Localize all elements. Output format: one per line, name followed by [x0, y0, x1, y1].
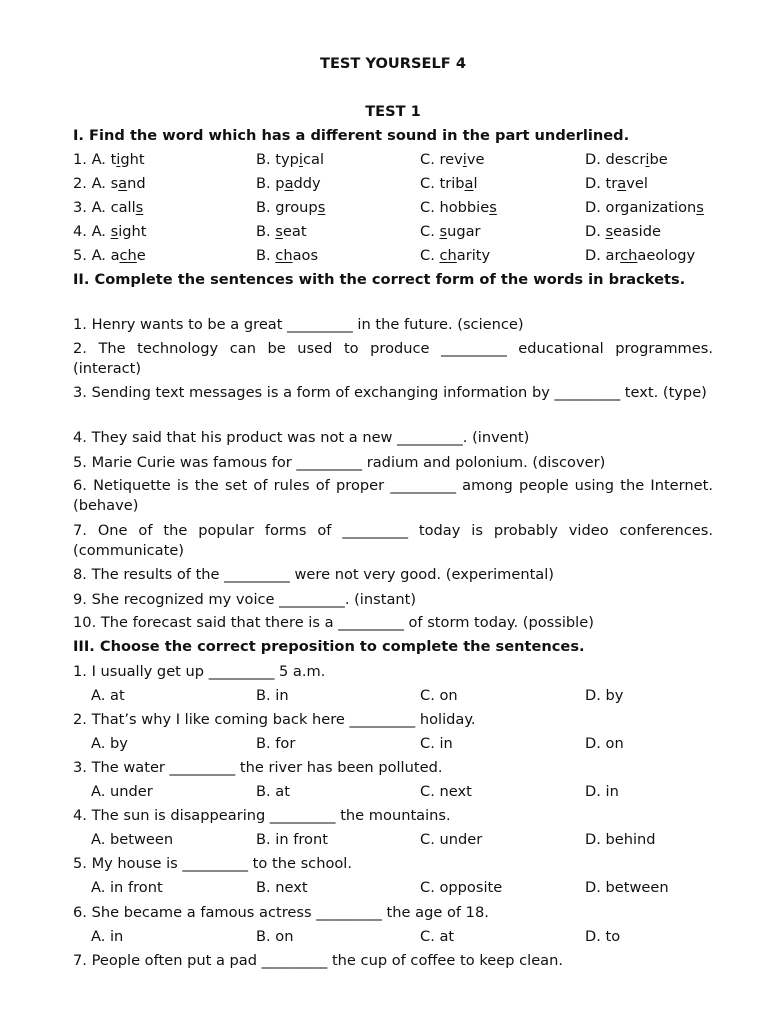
option-a: A. by — [91, 735, 128, 752]
option-b: B. at — [256, 783, 290, 800]
option: C. hobbies — [420, 199, 497, 216]
question-stem: 4. The sun is disappearing _________ the mountains. — [73, 807, 451, 824]
option-a: A. under — [91, 783, 153, 800]
option: 1. A. tight — [73, 151, 145, 168]
option: 2. A. sand — [73, 175, 146, 192]
sentence-item: 9. She recognized my voice _________. (instant) — [73, 591, 417, 608]
option: C. tribal — [420, 175, 478, 192]
sentence-item: 3. Sending text messages is a form of exchanging information by _________ text. (type) — [73, 384, 707, 401]
option-c: C. at — [420, 928, 455, 945]
option-d: D. to — [585, 928, 621, 945]
section-3-heading: III. Choose the correct preposition to complete the sentences. — [73, 638, 585, 655]
sentence-item: 7. One of the popular forms of _________ today is probably video conferences. (communicate) — [73, 522, 713, 559]
option: D. travel — [585, 175, 648, 192]
option: 5. A. ache — [73, 247, 146, 264]
option-b: B. in front — [256, 831, 328, 848]
option-c: C. under — [420, 831, 483, 848]
option: D. seaside — [585, 223, 661, 240]
sentence-item: 1. Henry wants to be a great _________ in the future. (science) — [73, 316, 524, 333]
option: D. archaeology — [585, 247, 696, 264]
option: D. describe — [585, 151, 668, 168]
option-c: C. in — [420, 735, 453, 752]
option-d: D. by — [585, 687, 624, 704]
option: B. chaos — [256, 247, 319, 264]
option-d: D. in — [585, 783, 619, 800]
option-a: A. in front — [91, 879, 163, 896]
option: D. organizations — [585, 199, 704, 216]
option-a: A. between — [91, 831, 174, 848]
question-stem: 2. That’s why I like coming back here _________ holiday. — [73, 711, 476, 728]
sentence-item: 5. Marie Curie was famous for _________ radium and polonium. (discover) — [73, 454, 606, 471]
question-stem: 7. People often put a pad _________ the cup of coffee to keep clean. — [73, 952, 564, 969]
option-b: B. for — [256, 735, 296, 752]
section-2-heading: II. Complete the sentences with the correct form of the words in brackets. — [73, 271, 686, 288]
option-b: B. in — [256, 687, 289, 704]
question-stem: 3. The water _________ the river has been polluted. — [73, 759, 443, 776]
option: B. seat — [256, 223, 307, 240]
option: C. sugar — [420, 223, 481, 240]
question-stem: 1. I usually get up _________ 5 a.m. — [73, 663, 326, 680]
option: B. paddy — [256, 175, 321, 192]
sentence-item: 6. Netiquette is the set of rules of proper _________ among people using the Internet. (behave) — [73, 477, 713, 514]
section-1-heading: I. Find the word which has a different sound in the part underlined. — [73, 127, 630, 144]
sentence-item: 2. The technology can be used to produce _________ educational programmes. (interact) — [73, 340, 713, 377]
option: 3. A. calls — [73, 199, 144, 216]
option-c: C. opposite — [420, 879, 503, 896]
option-d: D. behind — [585, 831, 656, 848]
sentence-item: 8. The results of the _________ were not very good. (experimental) — [73, 566, 554, 583]
option-d: D. between — [585, 879, 669, 896]
worksheet-title: TEST YOURSELF 4 — [320, 55, 466, 72]
sentence-item: 4. They said that his product was not a new _________. (invent) — [73, 429, 530, 446]
option: C. revive — [420, 151, 485, 168]
question-stem: 6. She became a famous actress _________ the age of 18. — [73, 904, 489, 921]
option-c: C. next — [420, 783, 472, 800]
option-d: D. on — [585, 735, 624, 752]
option-c: C. on — [420, 687, 458, 704]
test-label: TEST 1 — [365, 103, 421, 120]
option-b: B. next — [256, 879, 308, 896]
sentence-item: 10. The forecast said that there is a _________ of storm today. (possible) — [73, 614, 594, 631]
option-a: A. at — [91, 687, 125, 704]
option: 4. A. sight — [73, 223, 147, 240]
option: C. charity — [420, 247, 491, 264]
question-stem: 5. My house is _________ to the school. — [73, 855, 352, 872]
option-a: A. in — [91, 928, 124, 945]
option: B. groups — [256, 199, 326, 216]
option-b: B. on — [256, 928, 294, 945]
option: B. typical — [256, 151, 325, 168]
